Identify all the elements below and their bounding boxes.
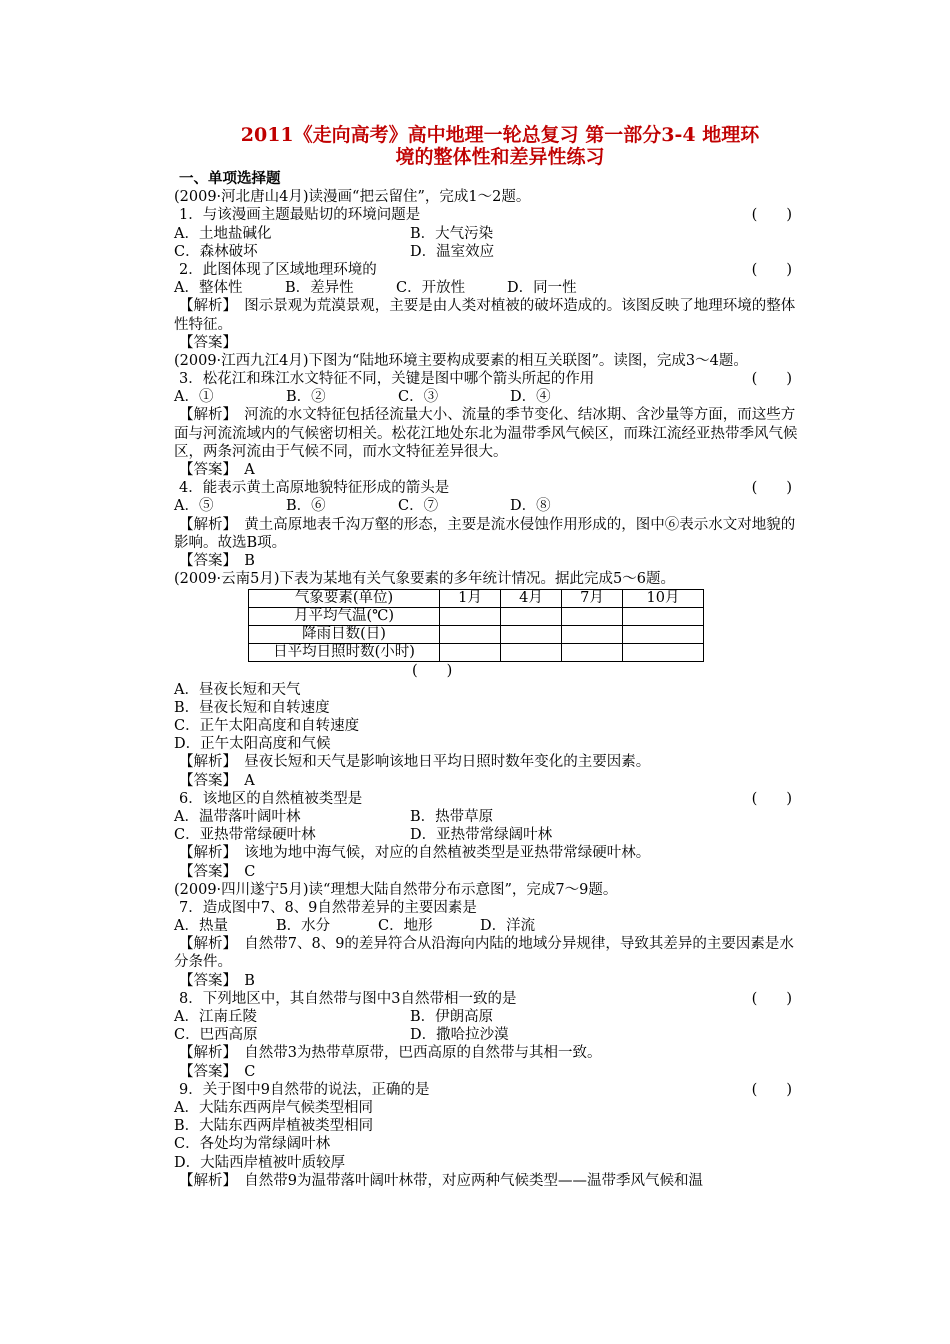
question-8-text: 8．下列地区中，其自然带与图中3自然带相一致的是: [179, 990, 517, 1007]
question-7: 7．造成图中7、8、9自然带差异的主要因素是: [179, 899, 477, 916]
q1-options-row-2: [174, 243, 806, 261]
table-row-label: 月平均气温(℃): [249, 608, 440, 626]
answer-label: 【答案】: [179, 334, 237, 351]
answer-blank: ( ): [751, 990, 792, 1007]
question-8: [174, 990, 806, 1008]
option-b: B．②: [286, 389, 326, 406]
explanation-text: 自然带9为温带落叶阔叶林带，对应两种气候类型——温带季风气候和温: [244, 1172, 703, 1189]
answer-blank: ( ): [751, 790, 792, 807]
table-cell: [440, 644, 501, 662]
table-cell: [501, 626, 562, 644]
answer-label: 【答案】: [179, 863, 230, 880]
explanation-q1-2: [174, 297, 806, 333]
option-c: C．亚热带常绿硬叶林: [174, 827, 316, 844]
q8-options-row-2: [174, 1026, 806, 1044]
q2-options: [174, 279, 806, 297]
title-line-2: 境的整体性和差异性练习: [395, 146, 605, 168]
q5-blank: [174, 662, 806, 680]
option-c: C．正午太阳高度和自转速度: [174, 718, 360, 734]
answer-blank: ( ): [412, 663, 453, 680]
table-row-label: 降雨日数(日): [249, 626, 440, 644]
explanation-q6: [174, 844, 806, 862]
option-d: D．亚热带常绿阔叶林: [410, 827, 553, 844]
answer-q4: [174, 552, 806, 570]
q4-options: [174, 497, 806, 515]
option-a: A．昼夜长短和天气: [174, 681, 301, 698]
explanation-text: 河流的水文特征包括径流量大小、流量的季节变化、结冰期、含沙量等方面，而这些方面与河流流域内的气候密切相关。松花江地处东北为温带季风气候区，而珠江流经亚热带季风气候区，两条河流由于气候不同，而水文特征差异很大。: [174, 407, 798, 460]
option-b: B．伊朗高原: [410, 1009, 494, 1026]
section-heading: 一、单项选择题: [179, 170, 281, 187]
answer-q5: [174, 772, 806, 790]
option-c: C．森林破坏: [174, 243, 258, 260]
q8-options-row-1: [174, 1008, 806, 1026]
q7-options: [174, 917, 806, 935]
explanation-q3: [174, 406, 806, 461]
answer-label: 【答案】: [179, 972, 230, 989]
explanation-label: 【解析】: [179, 936, 230, 953]
answer-q3: [174, 461, 806, 479]
answer-value: A: [244, 462, 255, 479]
option-b: B．⑥: [286, 498, 326, 515]
explanation-text: 该地为地中海气候，对应的自然植被类型是亚热带常绿硬叶林。: [244, 845, 651, 862]
option-a: A．江南丘陵: [174, 1009, 257, 1026]
explanation-label: 【解析】: [179, 516, 230, 533]
option-c: C．各处均为常绿阔叶林: [174, 1136, 331, 1153]
table-cell: [501, 608, 562, 626]
option-a: A．①: [174, 389, 214, 406]
question-6-text: 6．该地区的自然植被类型是: [179, 790, 363, 807]
explanation-text: 自然带7、8、9的差异符合从沿海向内陆的地域分异规律，导致其差异的主要因素是水分条件。: [174, 936, 794, 971]
answer-label: 【答案】: [179, 772, 230, 789]
q1-options-row-1: [174, 225, 806, 243]
q34-intro: (2009·江西九江4月)下图为“陆地环境主要构成要素的相互关联图”。读图，完成3～4题。: [174, 352, 748, 369]
question-3: [174, 370, 806, 388]
option-b: B．水分: [276, 918, 331, 935]
answer-value: C: [244, 1063, 256, 1080]
answer-blank: ( ): [751, 261, 792, 278]
q6-options-row-1: [174, 808, 806, 826]
question-2: [174, 261, 806, 279]
table-header-cell: 4月: [501, 590, 562, 608]
option-c: C．地形: [378, 918, 433, 935]
explanation-text: 图示景观为荒漠景观，主要是由人类对植被的破坏造成的。该图反映了地理环境的整体性特征。: [174, 298, 796, 333]
table-cell: [623, 626, 704, 644]
table-cell: [562, 626, 623, 644]
table-cell: [623, 644, 704, 662]
option-b: B．大气污染: [410, 225, 494, 242]
answer-blank: ( ): [751, 207, 792, 224]
q12-intro: (2009·河北唐山4月)读漫画“把云留住”，完成1～2题。: [174, 189, 531, 206]
title-line-1: 2011《走向高考》高中地理一轮总复习 第一部分3-4 地理环: [240, 124, 760, 146]
document-title: [150, 124, 850, 168]
question-1: [174, 206, 806, 224]
table-cell: [623, 608, 704, 626]
option-d: D．洋流: [480, 918, 536, 935]
table-header-row: [249, 590, 704, 608]
explanation-text: 昼夜长短和天气是影响该地日平均日照时数年变化的主要因素。: [244, 754, 651, 771]
explanation-q4: [174, 516, 806, 552]
option-d: D．同一性: [507, 280, 577, 297]
option-a: A．⑤: [174, 498, 214, 515]
answer-q6: [174, 863, 806, 881]
option-c: C．③: [398, 389, 439, 406]
option-c: C．开放性: [396, 280, 466, 297]
option-a: A．温带落叶阔叶林: [174, 808, 301, 825]
explanation-q5: [174, 753, 806, 771]
answer-q1-2: [174, 334, 806, 352]
option-b: B．差异性: [285, 280, 354, 297]
question-9: [174, 1081, 806, 1099]
answer-q8: [174, 1063, 806, 1081]
answer-blank: ( ): [751, 480, 792, 497]
table-row-label: 日平均日照时数(小时): [249, 644, 440, 662]
question-2-text: 2．此图体现了区域地理环境的: [179, 261, 377, 278]
question-6: [174, 790, 806, 808]
answer-blank: ( ): [751, 1081, 792, 1098]
option-b: B．大陆东西两岸植被类型相同: [174, 1118, 374, 1135]
table-header-cell: 7月: [562, 590, 623, 608]
table-header-cell: 气象要素(单位): [249, 590, 440, 608]
question-4: [174, 479, 806, 497]
explanation-label: 【解析】: [179, 1045, 230, 1062]
option-b: B．昼夜长短和自转速度: [174, 699, 330, 716]
answer-label: 【答案】: [179, 1063, 230, 1080]
answer-blank: ( ): [751, 371, 792, 388]
weather-stats-table: [248, 589, 704, 662]
explanation-label: 【解析】: [179, 407, 230, 424]
option-c: C．巴西高原: [174, 1027, 258, 1044]
explanation-text: 黄土高原地表千沟万壑的形态，主要是流水侵蚀作用形成的，图中⑥表示水文对地貌的影响。故选B项。: [174, 516, 796, 551]
option-d: D．大陆西岸植被叶质较厚: [174, 1154, 346, 1171]
table-cell: [440, 626, 501, 644]
table-row: [249, 608, 704, 626]
q3-options: [174, 388, 806, 406]
explanation-label: 【解析】: [179, 754, 230, 771]
answer-label: 【答案】: [179, 553, 230, 570]
table-cell: [501, 644, 562, 662]
document-body: [174, 170, 806, 1190]
option-b: B．热带草原: [410, 808, 494, 825]
question-4-text: 4．能表示黄土高原地貌特征形成的箭头是: [179, 480, 450, 497]
table-header-cell: 1月: [440, 590, 501, 608]
explanation-label: 【解析】: [179, 1172, 230, 1189]
explanation-label: 【解析】: [179, 298, 230, 315]
answer-value: C: [244, 863, 256, 880]
explanation-label: 【解析】: [179, 845, 230, 862]
table-row: [249, 626, 704, 644]
option-d: D．⑧: [510, 498, 551, 515]
question-9-text: 9．关于图中9自然带的说法，正确的是: [179, 1081, 430, 1098]
q56-intro: (2009·云南5月)下表为某地有关气象要素的多年统计情况。据此完成5～6题。: [174, 571, 675, 588]
explanation-q8: [174, 1044, 806, 1062]
table-cell: [562, 644, 623, 662]
question-1-text: 1．与该漫画主题最贴切的环境问题是: [179, 207, 421, 224]
table-header-cell: 10月: [623, 590, 704, 608]
option-a: A．整体性: [174, 280, 243, 297]
q79-intro: (2009·四川遂宁5月)读“理想大陆自然带分布示意图”，完成7～9题。: [174, 881, 618, 898]
q6-options-row-2: [174, 826, 806, 844]
answer-q7: [174, 972, 806, 990]
explanation-q9: [174, 1172, 806, 1190]
table-row: [249, 644, 704, 662]
answer-label: 【答案】: [179, 462, 230, 479]
option-c: C．⑦: [398, 498, 439, 515]
answer-value: B: [244, 972, 255, 989]
option-d: D．正午太阳高度和气候: [174, 736, 331, 753]
question-3-text: 3．松花江和珠江水文特征不同，关键是图中哪个箭头所起的作用: [179, 371, 595, 388]
option-a: A．土地盐碱化: [174, 225, 272, 242]
table-cell: [562, 608, 623, 626]
answer-value: A: [244, 772, 255, 789]
answer-value: B: [244, 553, 255, 570]
option-a: A．大陆东西两岸气候类型相同: [174, 1099, 373, 1116]
option-d: D．温室效应: [410, 243, 495, 260]
explanation-text: 自然带3为热带草原带，巴西高原的自然带与其相一致。: [244, 1045, 602, 1062]
option-a: A．热量: [174, 918, 228, 935]
table-cell: [440, 608, 501, 626]
explanation-q7: [174, 935, 806, 971]
option-d: D．④: [510, 389, 551, 406]
option-d: D．撒哈拉沙漠: [410, 1027, 509, 1044]
